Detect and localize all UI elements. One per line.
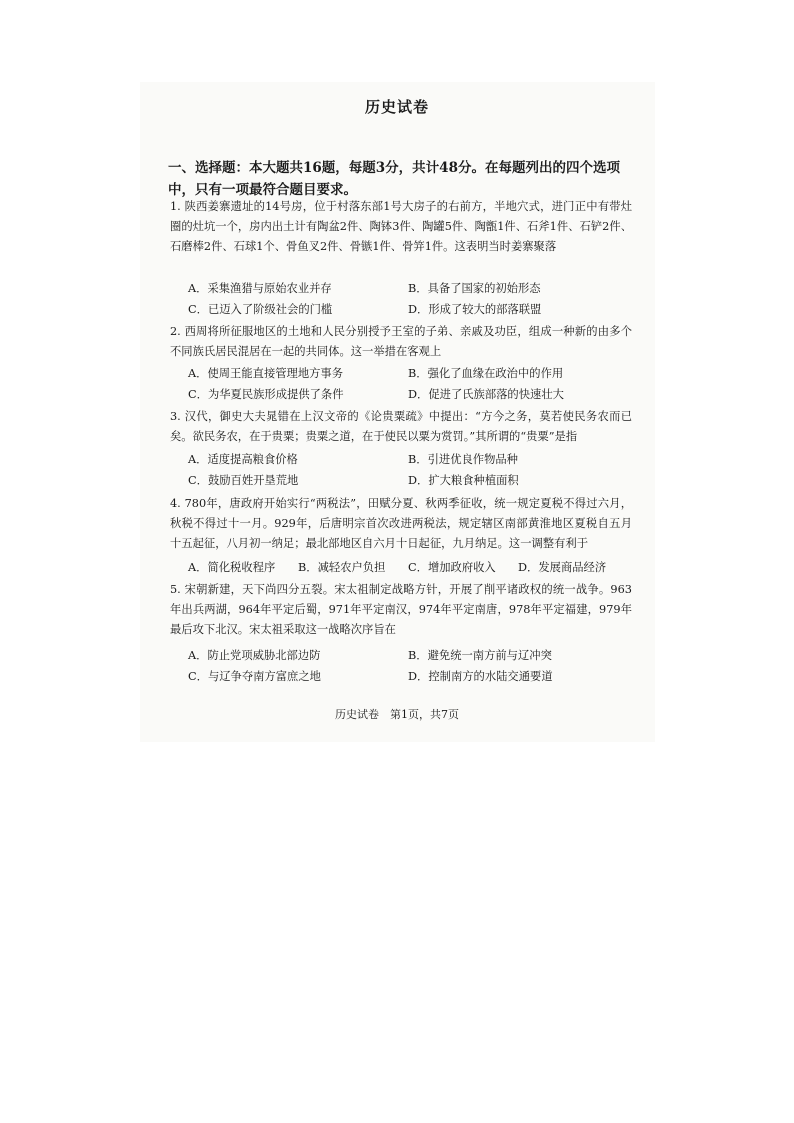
option-a: A．防止党项威胁北部边防 [188,649,321,662]
option-a: A．简化税收程序 [188,561,276,574]
option-b: B．强化了血缘在政治中的作用 [408,367,564,380]
question-number: 4. [170,497,181,510]
option-c: C．鼓励百姓开垦荒地 [188,474,299,487]
option-c: C．已迈入了阶级社会的门槛 [188,303,333,316]
question-text: 汉代，御史大夫晁错在上汉文帝的《论贵粟疏》中提出：“方今之务，莫若使民务农而已矣。欲民务农，在于贵粟；贵粟之道，在于使民以粟为赏罚。”其所谓的“贵粟”是指 [170,410,633,444]
page-footer: 历史试卷 第1页，共7页 [335,708,459,721]
option-c: C．增加政府收入 [408,561,496,574]
option-b: B．具备了国家的初始形态 [408,282,541,295]
option-c: C．为华夏民族形成提供了条件 [188,388,344,401]
page-title: 历史试卷 [364,98,429,116]
option-d: D．形成了较大的部落联盟 [408,303,542,316]
question-number: 1. [170,200,181,213]
question-1 [170,197,632,258]
option-d: D．发展商品经济 [518,561,607,574]
question-2 [170,322,632,362]
question-number: 3. [170,410,181,423]
question-number: 2. [170,325,181,338]
question-5-options [188,645,628,687]
option-d: D．促进了氏族部落的快速壮大 [408,388,564,401]
question-text: 780年，唐政府开始实行“两税法”，田赋分夏、秋两季征收，统一规定夏税不得过六月，秋税不得过十一月。929年，后唐明宗首次改进两税法，规定辖区南部黄淮地区夏税自五月十五起征，八月初一纳足；最北部地区自六月十日起征，九月纳足。这一调整有利于 [170,497,632,551]
question-text: 陕西姜寨遗址的14号房，位于村落东部1号大房子的右前方，半地穴式，进门正中有带灶圈的灶坑一个，房内出土计有陶盆2件、陶钵3件、陶罐5件、陶甑1件、石斧1件、石铲2件、石磨棒2件、石球1个、骨鱼叉2件、骨镞1件、骨笄1件。这表明当时姜寨聚落 [170,200,633,254]
question-1-options [188,278,628,320]
option-d: D．扩大粮食种植面积 [408,474,519,487]
question-4 [170,494,632,555]
question-4-options [188,557,628,578]
option-b: B．避免统一南方前与辽冲突 [408,649,552,662]
option-a: A．采集渔猎与原始农业并存 [188,282,332,295]
question-text: 宋朝新建，天下尚四分五裂。宋太祖制定战略方针，开展了削平诸政权的统一战争。963年出兵两湖，964年平定后蜀，971年平定南汉，974年平定南唐，978年平定福建，979年最后攻下北汉。宋太祖采取这一战略次序旨在 [170,583,632,637]
option-b: B．引进优良作物品种 [408,453,518,466]
question-2-options [188,363,628,405]
option-b: B．减轻农户负担 [298,561,386,574]
question-text: 西周将所征服地区的土地和人民分别授予王室的子弟、亲戚及功臣，组成一种新的由多个不同族氏居民混居在一起的共同体。这一举措在客观上 [170,325,632,359]
option-c: C．与辽争夺南方富庶之地 [188,670,321,683]
question-5 [170,580,632,641]
option-d: D．控制南方的水陆交通要道 [408,670,553,683]
question-3 [170,407,632,447]
option-a: A．使周王能直接管理地方事务 [188,367,344,380]
section-heading: 一、选择题：本大题共16题，每题3分，共计48分。在每题列出的四个选项中，只有一项最符合题目要求。 [168,160,620,198]
question-number: 5. [170,583,181,596]
question-3-options [188,449,628,491]
option-a: A．适度提高粮食价格 [188,453,298,466]
